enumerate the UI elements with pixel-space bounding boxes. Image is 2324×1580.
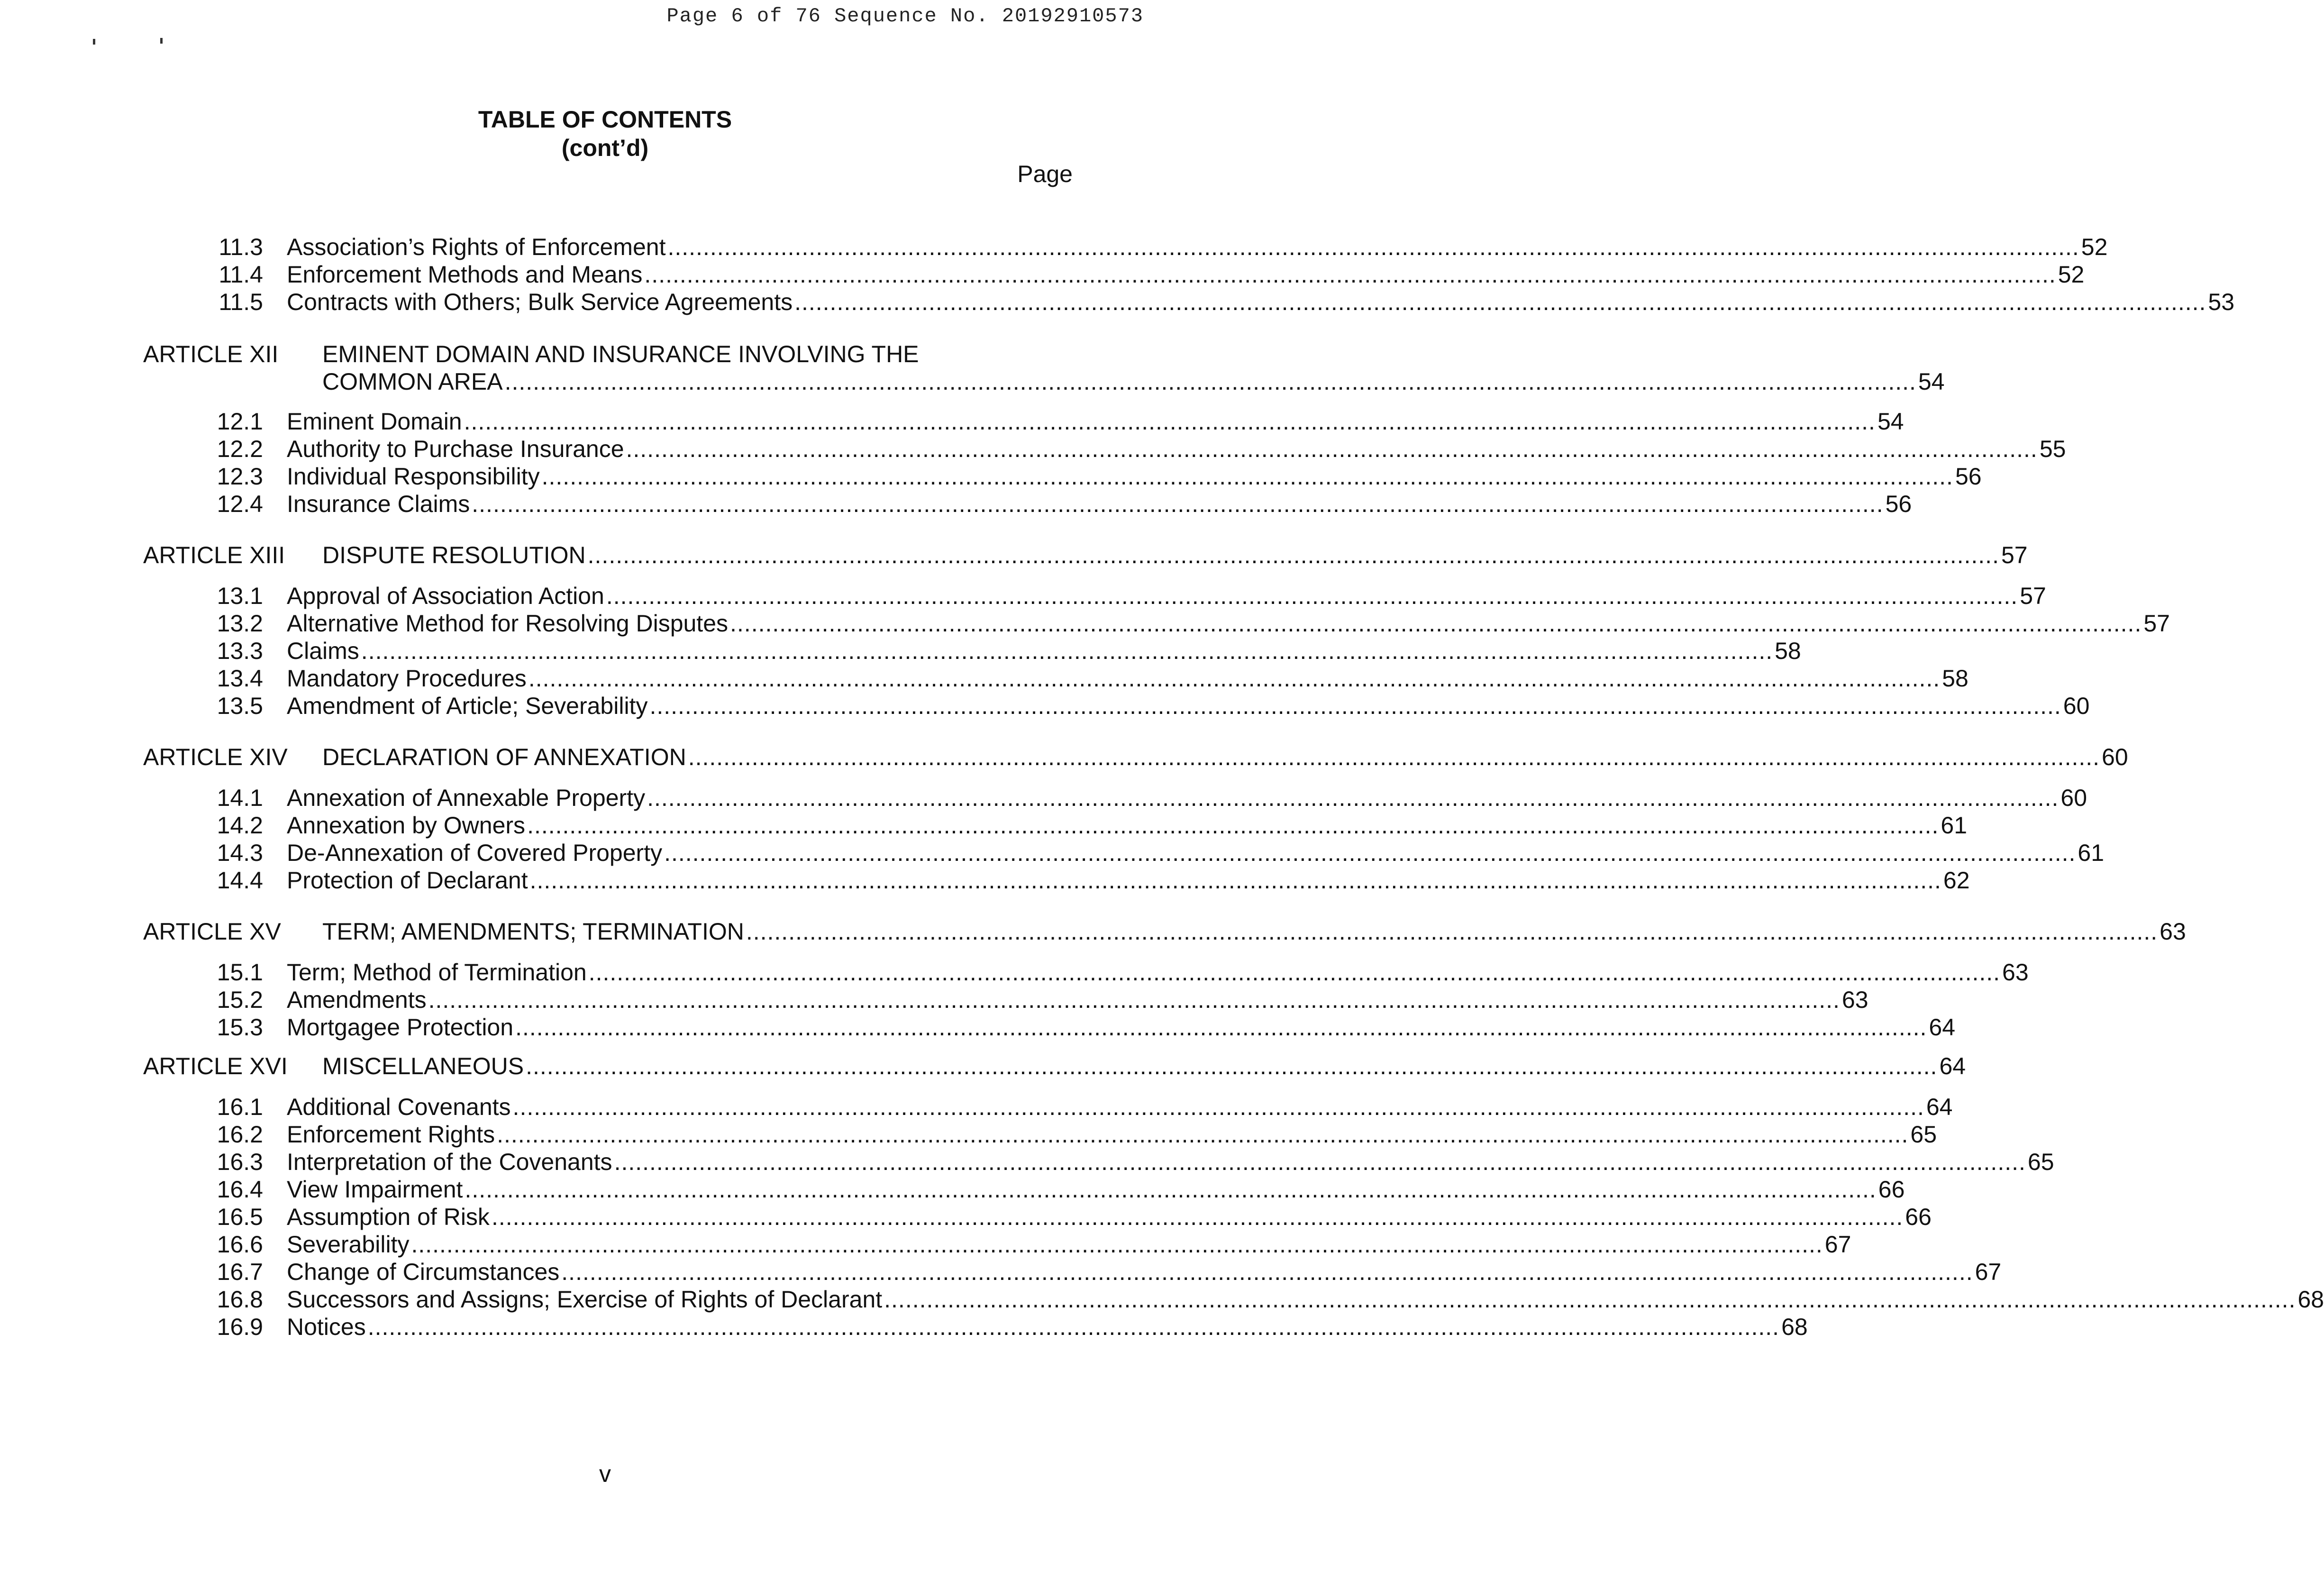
page-ref: 68 [1781, 1314, 1808, 1340]
page-ref: 57 [2143, 610, 2170, 637]
dot-leader: ........................................................................................................................................................................................................ [588, 959, 2001, 986]
page-ref: 58 [1942, 665, 1969, 692]
dot-leader: ........................................................................................................................................................................................................ [472, 491, 1884, 517]
section-title: Notices [287, 1314, 366, 1340]
toc-entry-line [287, 1258, 2002, 1286]
page-ref: 63 [2160, 918, 2186, 945]
section-number: 13.1 [217, 583, 263, 609]
dot-leader: ........................................................................................................................................................................................................ [730, 610, 2142, 637]
page-ref: 64 [1929, 1014, 1956, 1041]
section-title: Amendments [287, 986, 427, 1013]
sequence-stamp: Page 6 of 76 Sequence No. 20192910573 [666, 5, 1144, 27]
section-number: 11.5 [219, 289, 263, 315]
article-title: MISCELLANEOUS [322, 1053, 524, 1079]
article-title: DISPUTE RESOLUTION [322, 542, 586, 568]
section-title: Additional Covenants [287, 1094, 511, 1120]
page-ref: 54 [1918, 368, 1945, 395]
article-title: COMMON AREA [322, 368, 503, 395]
page-ref: 52 [2081, 234, 2108, 260]
dot-leader: ........................................................................................................................................................................................................ [464, 408, 1876, 435]
toc-entry-line [322, 541, 2028, 569]
page-ref: 56 [1955, 463, 1982, 490]
section-number: 12.3 [217, 463, 263, 490]
section-title: Authority to Purchase Insurance [287, 436, 624, 462]
toc-entry-line [287, 665, 1969, 692]
dot-leader: ........................................................................................................................................................................................................ [515, 1014, 1927, 1041]
page-ref: 66 [1905, 1204, 1932, 1230]
toc-entry-line [287, 637, 1801, 665]
section-title: Association’s Rights of Enforcement [287, 234, 666, 260]
dot-leader: ........................................................................................................................................................................................................ [512, 1094, 1924, 1120]
section-title: Annexation of Annexable Property [287, 785, 646, 811]
toc-entry-line [322, 743, 2128, 771]
dot-leader: ........................................................................................................................................................................................................ [367, 1314, 1780, 1340]
toc-entry-line [287, 1313, 1808, 1341]
toc-entry-line [287, 435, 2066, 463]
page-ref: 60 [2060, 785, 2087, 811]
toc-entry-line [287, 1203, 1932, 1231]
section-number: 14.2 [217, 812, 263, 839]
page-ref: 63 [1841, 986, 1868, 1013]
dot-leader: ........................................................................................................................................................................................................ [528, 665, 1941, 692]
toc-entry-line [287, 582, 2046, 610]
article-title: DECLARATION OF ANNEXATION [322, 744, 686, 770]
section-number: 13.3 [217, 638, 263, 664]
toc-entry-line [287, 1176, 1905, 1203]
article-title: TERM; AMENDMENTS; TERMINATION [322, 918, 744, 945]
section-number: 16.1 [217, 1094, 263, 1120]
dot-leader: ........................................................................................................................................................................................................ [587, 542, 1999, 568]
dot-leader: ........................................................................................................................................................................................................ [491, 1204, 1904, 1230]
page-ref: 57 [2020, 583, 2046, 609]
section-number: 16.9 [217, 1314, 263, 1340]
page-ref: 60 [2102, 744, 2128, 770]
page-ref: 58 [1775, 638, 1801, 664]
article-label: ARTICLE XII [143, 341, 279, 367]
toc-entry-line [287, 867, 1970, 894]
section-title: Amendment of Article; Severability [287, 693, 648, 719]
dot-leader: ........................................................................................................................................................................................................ [465, 1176, 1877, 1203]
page-ref: 64 [1926, 1094, 1953, 1120]
section-title: Severability [287, 1231, 410, 1258]
section-number: 16.2 [217, 1121, 263, 1148]
dot-leader: ........................................................................................................................................................................................................ [626, 436, 2038, 462]
toc-entry-line [287, 986, 1868, 1014]
section-number: 15.1 [217, 959, 263, 986]
page-ref: 65 [1910, 1121, 1937, 1148]
section-title: Assumption of Risk [287, 1204, 490, 1230]
toc-entry-line [322, 1052, 1966, 1080]
section-number: 15.2 [217, 986, 263, 1013]
toc-entry-line [287, 1231, 1851, 1258]
section-title: Mandatory Procedures [287, 665, 527, 692]
page-ref: 60 [2063, 693, 2090, 719]
section-number: 11.3 [219, 234, 263, 260]
section-number: 14.1 [217, 785, 263, 811]
section-title: Eminent Domain [287, 408, 462, 435]
toc-entry-line [287, 1286, 2324, 1313]
toc-entry-line [322, 368, 1945, 395]
dot-leader: ........................................................................................................................................................................................................ [794, 289, 2206, 315]
section-number: 13.2 [217, 610, 263, 637]
article-label: ARTICLE XVI [143, 1053, 288, 1079]
section-title: Interpretation of the Covenants [287, 1149, 612, 1175]
dot-leader: ........................................................................................................................................................................................................ [688, 744, 2100, 770]
dot-leader: ........................................................................................................................................................................................................ [644, 261, 2056, 288]
toc-entry-line [287, 959, 2029, 986]
toc-entry-line [287, 261, 2085, 288]
dot-leader: ........................................................................................................................................................................................................ [884, 1286, 2296, 1313]
section-number: 14.4 [217, 867, 263, 894]
page-ref: 61 [1941, 812, 1968, 839]
dot-leader: ........................................................................................................................................................................................................ [541, 463, 1953, 490]
article-title-line1: EMINENT DOMAIN AND INSURANCE INVOLVING THE [322, 341, 919, 367]
toc-entry-line [287, 490, 1912, 518]
toc-entry-line [287, 1014, 1956, 1041]
section-title: View Impairment [287, 1176, 463, 1203]
section-title: Successors and Assigns; Exercise of Rights of Declarant [287, 1286, 883, 1313]
section-number: 16.4 [217, 1176, 263, 1203]
toc-entry-line [287, 839, 2105, 867]
section-number: 16.7 [217, 1259, 263, 1285]
section-title: Enforcement Methods and Means [287, 261, 643, 288]
dot-leader: ........................................................................................................................................................................................................ [649, 693, 2061, 719]
section-number: 13.4 [217, 665, 263, 692]
section-number: 16.6 [217, 1231, 263, 1258]
dot-leader: ........................................................................................................................................................................................................ [428, 986, 1840, 1013]
dot-leader: ........................................................................................................................................................................................................ [411, 1231, 1823, 1258]
dot-leader: ........................................................................................................................................................................................................ [526, 1053, 1938, 1079]
dot-leader: ........................................................................................................................................................................................................ [527, 812, 1939, 839]
toc-entry-line [287, 1148, 2054, 1176]
section-title: Claims [287, 638, 359, 664]
page-ref: 53 [2208, 289, 2235, 315]
page-ref: 67 [1975, 1259, 2002, 1285]
section-number: 12.4 [217, 491, 263, 517]
dot-leader: ........................................................................................................................................................................................................ [504, 368, 1916, 395]
page-ref: 65 [2027, 1149, 2054, 1175]
toc-entry-line [287, 610, 2170, 637]
section-title: Change of Circumstances [287, 1259, 560, 1285]
toc-title-line: TABLE OF CONTENTS [478, 106, 732, 133]
section-title: Enforcement Rights [287, 1121, 495, 1148]
page-number: v [599, 1461, 611, 1487]
page-column-label: Page [1017, 161, 1073, 187]
dot-leader: ........................................................................................................................................................................................................ [561, 1259, 1973, 1285]
dot-leader: ........................................................................................................................................................................................................ [664, 840, 2076, 866]
toc-entry-line [287, 784, 2087, 812]
section-title: Contracts with Others; Bulk Service Agreements [287, 289, 793, 315]
toc-entry-line [287, 288, 2235, 316]
section-title: De-Annexation of Covered Property [287, 840, 663, 866]
toc-entry-line [287, 692, 2090, 720]
page-ref: 57 [2001, 542, 2028, 568]
toc-entry-line [287, 1093, 1953, 1121]
toc-entry-line [287, 812, 1968, 839]
section-title: Insurance Claims [287, 491, 470, 517]
dot-leader: ........................................................................................................................................................................................................ [746, 918, 2158, 945]
article-label: ARTICLE XIV [143, 744, 288, 770]
article-label: ARTICLE XIII [143, 542, 285, 568]
toc-entry-line [287, 408, 1904, 435]
page-ref: 61 [2078, 840, 2105, 866]
section-title: Approval of Association Action [287, 583, 604, 609]
dot-leader: ........................................................................................................................................................................................................ [361, 638, 1773, 664]
page-ref: 56 [1885, 491, 1912, 517]
section-title: Annexation by Owners [287, 812, 526, 839]
page-ref: 54 [1877, 408, 1904, 435]
section-title: Alternative Method for Resolving Disputes [287, 610, 729, 637]
section-number: 16.8 [217, 1286, 263, 1313]
page-ref: 63 [2002, 959, 2029, 986]
toc-entry-line [287, 463, 1982, 490]
dot-leader: ........................................................................................................................................................................................................ [667, 234, 2079, 260]
page-ref: 67 [1824, 1231, 1851, 1258]
page-ref: 62 [1943, 867, 1970, 894]
dot-leader: ........................................................................................................................................................................................................ [497, 1121, 1909, 1148]
section-number: 15.3 [217, 1014, 263, 1041]
section-number: 16.3 [217, 1149, 263, 1175]
article-label: ARTICLE XV [143, 918, 281, 945]
section-number: 13.5 [217, 693, 263, 719]
section-title: Mortgagee Protection [287, 1014, 514, 1041]
dot-leader: ........................................................................................................................................................................................................ [614, 1149, 2026, 1175]
dot-leader: ........................................................................................................................................................................................................ [529, 867, 1941, 894]
section-number: 14.3 [217, 840, 263, 866]
page-ref: 68 [2297, 1286, 2324, 1313]
page-ref: 64 [1939, 1053, 1966, 1079]
page-ref: 55 [2039, 436, 2066, 462]
toc-entry-line [287, 233, 2108, 261]
page-ref: 66 [1878, 1176, 1905, 1203]
dot-leader: ........................................................................................................................................................................................................ [606, 583, 2018, 609]
page-ref: 52 [2058, 261, 2085, 288]
section-number: 16.5 [217, 1204, 263, 1230]
section-number: 12.1 [217, 408, 263, 435]
section-title: Individual Responsibility [287, 463, 540, 490]
toc-entry-line [287, 1121, 1937, 1148]
section-number: 12.2 [217, 436, 263, 462]
section-number: 11.4 [219, 261, 263, 288]
section-title: Term; Method of Termination [287, 959, 587, 986]
section-title: Protection of Declarant [287, 867, 528, 894]
toc-subtitle: (cont’d) [561, 135, 649, 161]
dot-leader: ........................................................................................................................................................................................................ [647, 785, 2059, 811]
toc-entry-line [322, 918, 2186, 945]
